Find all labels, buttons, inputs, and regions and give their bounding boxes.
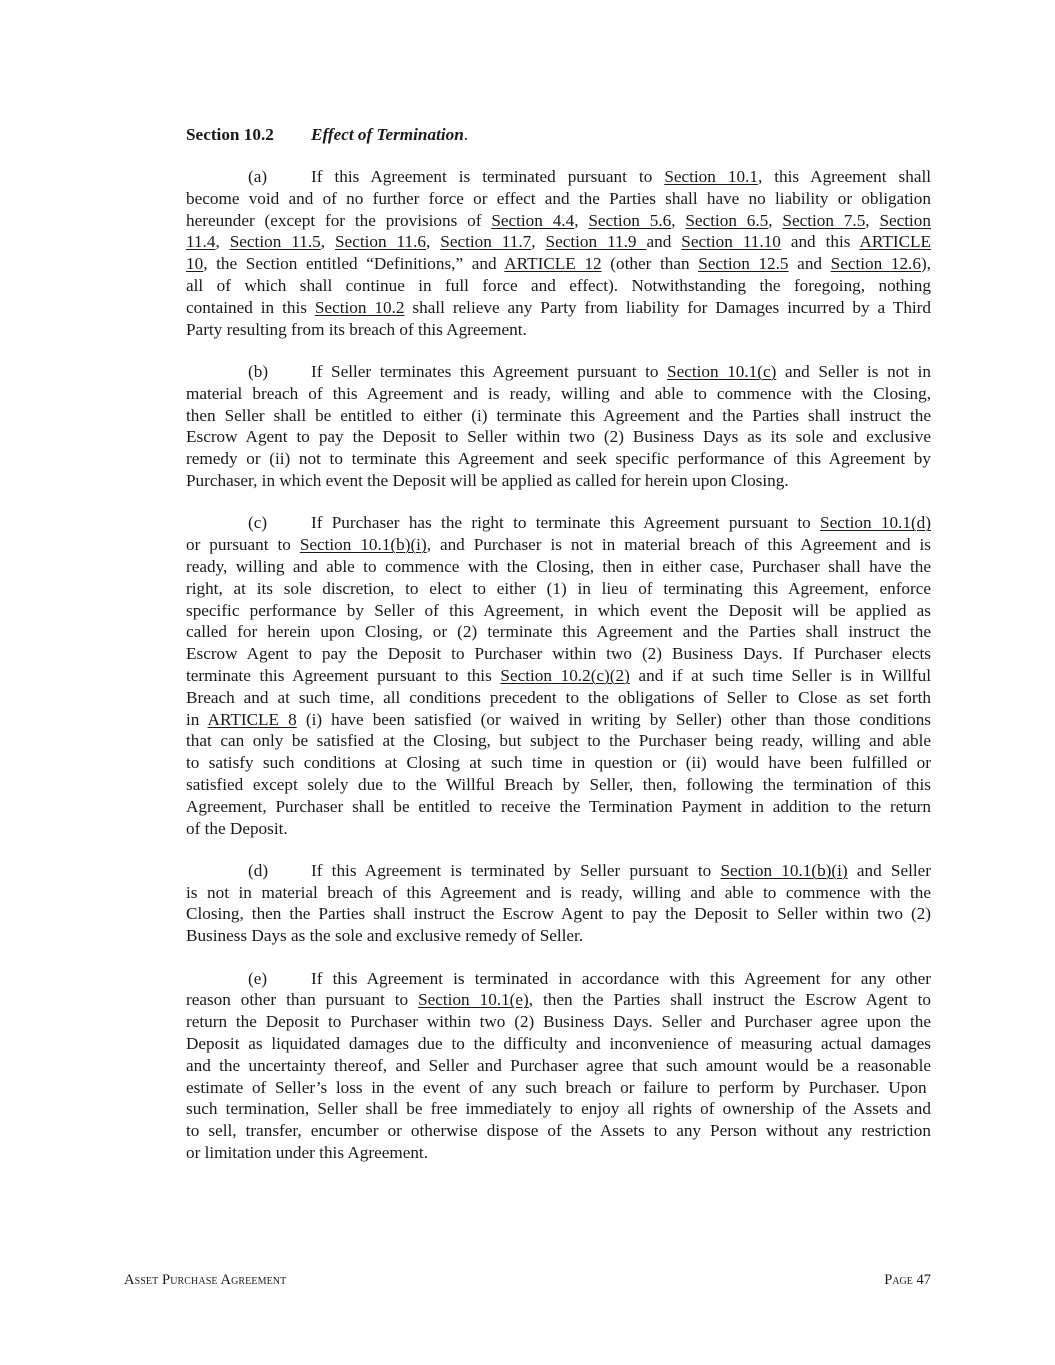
- line-content: [186, 1120, 931, 1142]
- text-run: right, at its sole discretion, to elect to either (1) in lieu of terminating this Agreement, enforce: [186, 578, 931, 598]
- paragraph-d: [186, 860, 931, 947]
- text-line: [186, 361, 931, 383]
- cross-reference-link[interactable]: Section 11.10: [681, 232, 781, 252]
- text-run: , this Agreement shall: [757, 167, 932, 186]
- footer-page-number: Page 47: [884, 1272, 931, 1288]
- text-line: [186, 687, 931, 709]
- line-content: [186, 320, 527, 339]
- text-run: and: [788, 254, 831, 274]
- text-line: [186, 796, 931, 818]
- line-content: [186, 1098, 931, 1120]
- line-content: [311, 361, 931, 383]
- text-run: ),: [920, 254, 931, 274]
- line-content: [186, 621, 931, 643]
- text-run: and this: [780, 232, 860, 252]
- text-run: specific performance by Seller of this Agreement, in which event the Deposit will be applied as: [186, 600, 931, 620]
- text-run: If this Agreement is terminated pursuant to: [311, 167, 665, 186]
- text-run: ,: [865, 210, 880, 230]
- cross-reference-link[interactable]: Section 10.1: [664, 167, 758, 186]
- line-content: [186, 903, 931, 925]
- line-content: [186, 253, 931, 275]
- text-run: estimate of Seller’s loss in the event of any such breach or failure to perform by Purchaser. Upon: [186, 1077, 927, 1097]
- line-content: [186, 600, 931, 622]
- line-content: [186, 275, 931, 297]
- line-content: [186, 687, 931, 709]
- cross-reference-link[interactable]: Section: [879, 210, 931, 230]
- text-run: and: [646, 232, 682, 252]
- text-line: [186, 989, 931, 1011]
- text-run: shall relieve any Party from liability for Damages incurred by a Third: [404, 297, 932, 317]
- text-run: and Seller: [847, 860, 931, 880]
- paragraph-b: [186, 361, 931, 492]
- text-run: Breach and at such time, all conditions precedent to the obligations of Seller to Close as set forth: [186, 687, 931, 707]
- cross-reference-link[interactable]: Section 10.1(c): [667, 361, 777, 381]
- cross-reference-link[interactable]: Section 11.5: [229, 232, 321, 252]
- cross-reference-link[interactable]: Section 11.9: [545, 232, 647, 252]
- cross-reference-link[interactable]: Section 10.1(e): [418, 990, 529, 1010]
- text-line: [186, 621, 931, 643]
- text-line: [186, 968, 931, 990]
- text-line: [186, 426, 931, 448]
- paragraph-list: [186, 166, 931, 1164]
- text-run: Deposit as liquidated damages due to the difficulty and inconvenience of measuring actual damages: [186, 1034, 931, 1054]
- paragraph-label: (e): [248, 968, 268, 988]
- text-run: ,: [320, 232, 335, 252]
- text-run: ,: [425, 232, 441, 252]
- text-run: return the Deposit to Purchaser within two (2) Business Days. Seller and Purchaser agree upon the: [186, 1012, 931, 1032]
- line-content: [186, 188, 931, 210]
- text-run: and the uncertainty thereof, and Seller and Purchaser agree that such amount would be a reasonable: [186, 1055, 931, 1075]
- text-run: reason other than pursuant to: [186, 990, 419, 1010]
- text-run: (other than: [601, 254, 699, 274]
- text-line: [186, 383, 931, 405]
- text-run: ready, willing and able to commence with the Closing, then in either case, Purchaser shall have the: [186, 556, 931, 576]
- text-line: [186, 860, 931, 882]
- text-run: remedy or (ii) not to terminate this Agreement and seek specific performance of this Agreement by: [186, 449, 931, 469]
- text-line: [186, 903, 931, 925]
- text-line: [186, 210, 931, 232]
- cross-reference-link[interactable]: Section 7.5: [782, 210, 866, 230]
- text-line: [186, 319, 931, 341]
- text-run: ,: [531, 232, 546, 252]
- paragraph-e: [186, 968, 931, 1164]
- text-run: Closing, then the Parties shall instruct the Escrow Agent to pay the Deposit to Seller within two (2): [186, 904, 931, 924]
- text-line: [186, 405, 931, 427]
- text-line: [186, 752, 931, 774]
- line-content: [186, 405, 931, 427]
- line-content: [186, 926, 583, 945]
- text-line: [186, 643, 931, 665]
- text-run: hereunder (except for the provisions of: [186, 210, 492, 230]
- text-run: If Purchaser has the right to terminate this Agreement pursuant to: [311, 513, 821, 533]
- paragraph-label: (c): [248, 513, 268, 533]
- paragraph-label: (b): [248, 361, 269, 381]
- line-content: [186, 882, 931, 904]
- line-content: [186, 752, 931, 774]
- line-content: [186, 819, 288, 838]
- text-run: Escrow Agent to pay the Deposit to Seller within two (2) Business Days as its sole and exclusive: [186, 427, 931, 447]
- text-run: all of which shall continue in full force and effect). Notwithstanding the foregoing, nothing: [186, 275, 931, 295]
- text-line: [186, 1120, 931, 1142]
- cross-reference-link[interactable]: Section 12.5: [698, 254, 789, 274]
- text-run: or limitation under this Agreement.: [186, 1143, 429, 1163]
- paragraph-label: (a): [248, 167, 268, 186]
- text-line: [186, 882, 931, 904]
- text-run: Purchaser, in which event the Deposit will be applied as called for herein upon Closing.: [186, 470, 789, 490]
- text-line: [186, 253, 931, 275]
- text-run: to sell, transfer, encumber or otherwise dispose of the Assets to any Person without any restriction: [186, 1121, 931, 1141]
- line-content: [186, 774, 931, 796]
- text-run: (i) have been satisfied (or waived in writing by Seller) other than those conditions: [296, 709, 931, 729]
- line-content: [186, 1055, 931, 1077]
- line-content: [186, 534, 931, 556]
- text-line: [186, 188, 931, 210]
- text-line: [186, 925, 931, 947]
- footer-document-title: Asset Purchase Agreement: [124, 1272, 287, 1288]
- text-line: [186, 709, 931, 731]
- text-run: is not in material breach of this Agreement and is ready, willing and able to commence with the: [186, 882, 931, 902]
- line-content: [186, 578, 931, 600]
- text-run: of the Deposit.: [186, 818, 288, 838]
- text-run: ,: [215, 232, 230, 252]
- cross-reference-link[interactable]: Section 5.6: [588, 210, 672, 230]
- line-content: [186, 448, 931, 470]
- text-run: Escrow Agent to pay the Deposit to Purchaser within two (2) Business Days. If Purchaser elects: [186, 644, 931, 664]
- text-run: satisfied except solely due to the Willful Breach by Seller, then, following the termination of this: [186, 774, 931, 794]
- text-run: , then the Parties shall instruct the Escrow Agent to: [528, 990, 931, 1010]
- cross-reference-link[interactable]: Section 10.1(d): [820, 513, 931, 533]
- line-content: [186, 730, 931, 752]
- line-content: [186, 383, 931, 405]
- text-line: [186, 166, 931, 188]
- text-line: [186, 512, 931, 534]
- text-line: [186, 556, 931, 578]
- text-line: [186, 1011, 931, 1033]
- text-line: [186, 1055, 931, 1077]
- line-content: [186, 471, 789, 490]
- paragraph-a: [186, 166, 931, 340]
- line-content: [186, 1011, 931, 1033]
- page-footer: [124, 1272, 931, 1292]
- cross-reference-link[interactable]: 10: [186, 254, 204, 274]
- text-line: [186, 774, 931, 796]
- cross-reference-link[interactable]: ARTICLE 8: [207, 709, 297, 729]
- cross-reference-link[interactable]: Section 12.6: [830, 254, 921, 274]
- text-run: or pursuant to: [186, 535, 300, 555]
- text-run: to satisfy such conditions at Closing at such time in question or (ii) would have been fulfilled or: [186, 753, 931, 773]
- text-line: [186, 1098, 931, 1120]
- text-line: [186, 297, 931, 319]
- line-content: [311, 968, 931, 990]
- text-run: in: [186, 709, 208, 729]
- text-line: [186, 534, 931, 556]
- text-run: material breach of this Agreement and is ready, willing and able to commence with the Closing,: [186, 383, 931, 403]
- cross-reference-link[interactable]: Section 6.5: [685, 210, 769, 230]
- cross-reference-link[interactable]: Section 10.2(c)(2): [500, 665, 630, 685]
- text-run: and Seller is not in: [776, 361, 932, 381]
- text-run: ,: [671, 210, 686, 230]
- line-content: [311, 166, 931, 188]
- text-run: then Seller shall be entitled to either (i) terminate this Agreement and the Parties shall instruct the: [186, 405, 931, 425]
- text-run: , the Section entitled “Definitions,” and: [203, 254, 505, 274]
- paragraph-c: [186, 512, 931, 839]
- line-content: [186, 1077, 927, 1099]
- text-run: and if at such time Seller is in Willful: [629, 665, 932, 685]
- cross-reference-link[interactable]: 11.4: [186, 232, 216, 252]
- text-line: [186, 231, 931, 253]
- text-run: Party resulting from its breach of this Agreement.: [186, 319, 527, 339]
- text-run: If this Agreement is terminated in accordance with this Agreement for any other: [311, 968, 931, 988]
- line-content: [311, 512, 931, 534]
- cross-reference-link[interactable]: ARTICLE: [859, 232, 932, 252]
- text-run: terminate this Agreement pursuant to this: [186, 665, 501, 685]
- line-content: [186, 665, 931, 687]
- line-content: [186, 989, 931, 1011]
- line-content: [186, 643, 931, 665]
- text-line: [186, 1033, 931, 1055]
- line-content: [186, 1143, 428, 1162]
- text-run: Business Days as the sole and exclusive remedy of Seller.: [186, 926, 584, 946]
- cross-reference-link[interactable]: Section 10.1(b)(i): [299, 535, 427, 555]
- text-run: contained in this: [186, 297, 315, 317]
- line-content: [186, 1033, 931, 1055]
- text-run: If Seller terminates this Agreement pursuant to: [311, 361, 668, 381]
- text-line: [186, 1077, 931, 1099]
- line-content: [186, 231, 931, 253]
- text-line: [186, 578, 931, 600]
- text-run: such termination, Seller shall be free immediately to enjoy all rights of ownership of the Assets and: [186, 1099, 931, 1119]
- cross-reference-link[interactable]: ARTICLE 12: [504, 254, 602, 274]
- cross-reference-link[interactable]: Section 4.4: [491, 210, 575, 230]
- text-line: [186, 275, 931, 297]
- section-heading: [186, 124, 931, 146]
- line-content: [186, 556, 931, 578]
- section-number: Section 10.2: [186, 125, 274, 144]
- line-content: [186, 796, 931, 818]
- text-line: [186, 665, 931, 687]
- text-run: Agreement, Purchaser shall be entitled to receive the Termination Payment in addition to the return: [186, 796, 931, 816]
- text-run: , and Purchaser is not in material breach of this Agreement and is: [426, 535, 931, 555]
- text-run: become void and of no further force or effect and the Parties shall have no liability or obligation: [186, 188, 931, 208]
- paragraph-label: (d): [248, 860, 269, 880]
- text-run: If this Agreement is terminated by Seller pursuant to: [311, 860, 721, 880]
- section-title: Effect of Termination: [311, 125, 464, 144]
- text-run: called for herein upon Closing, or (2) terminate this Agreement and the Parties shall instruct the: [186, 622, 931, 642]
- text-line: [186, 1142, 931, 1164]
- line-content: [186, 426, 931, 448]
- text-line: [186, 818, 931, 840]
- section-title-suffix: .: [463, 125, 469, 144]
- text-line: [186, 600, 931, 622]
- line-content: [311, 860, 931, 882]
- document-body: [186, 124, 931, 1184]
- text-line: [186, 730, 931, 752]
- text-line: [186, 448, 931, 470]
- cross-reference-link[interactable]: Section 11.6: [335, 232, 426, 252]
- line-content: [186, 297, 931, 319]
- line-content: [186, 709, 931, 731]
- line-content: [186, 210, 931, 232]
- cross-reference-link[interactable]: Section 10.2: [314, 297, 405, 317]
- text-line: [186, 470, 931, 492]
- text-run: ,: [574, 210, 589, 230]
- cross-reference-link[interactable]: Section 10.1(b)(i): [720, 860, 848, 880]
- text-run: that can only be satisfied at the Closing, but subject to the Purchaser being ready, willing and able: [186, 731, 931, 751]
- cross-reference-link[interactable]: Section 11.7: [440, 232, 532, 252]
- text-run: ,: [768, 210, 783, 230]
